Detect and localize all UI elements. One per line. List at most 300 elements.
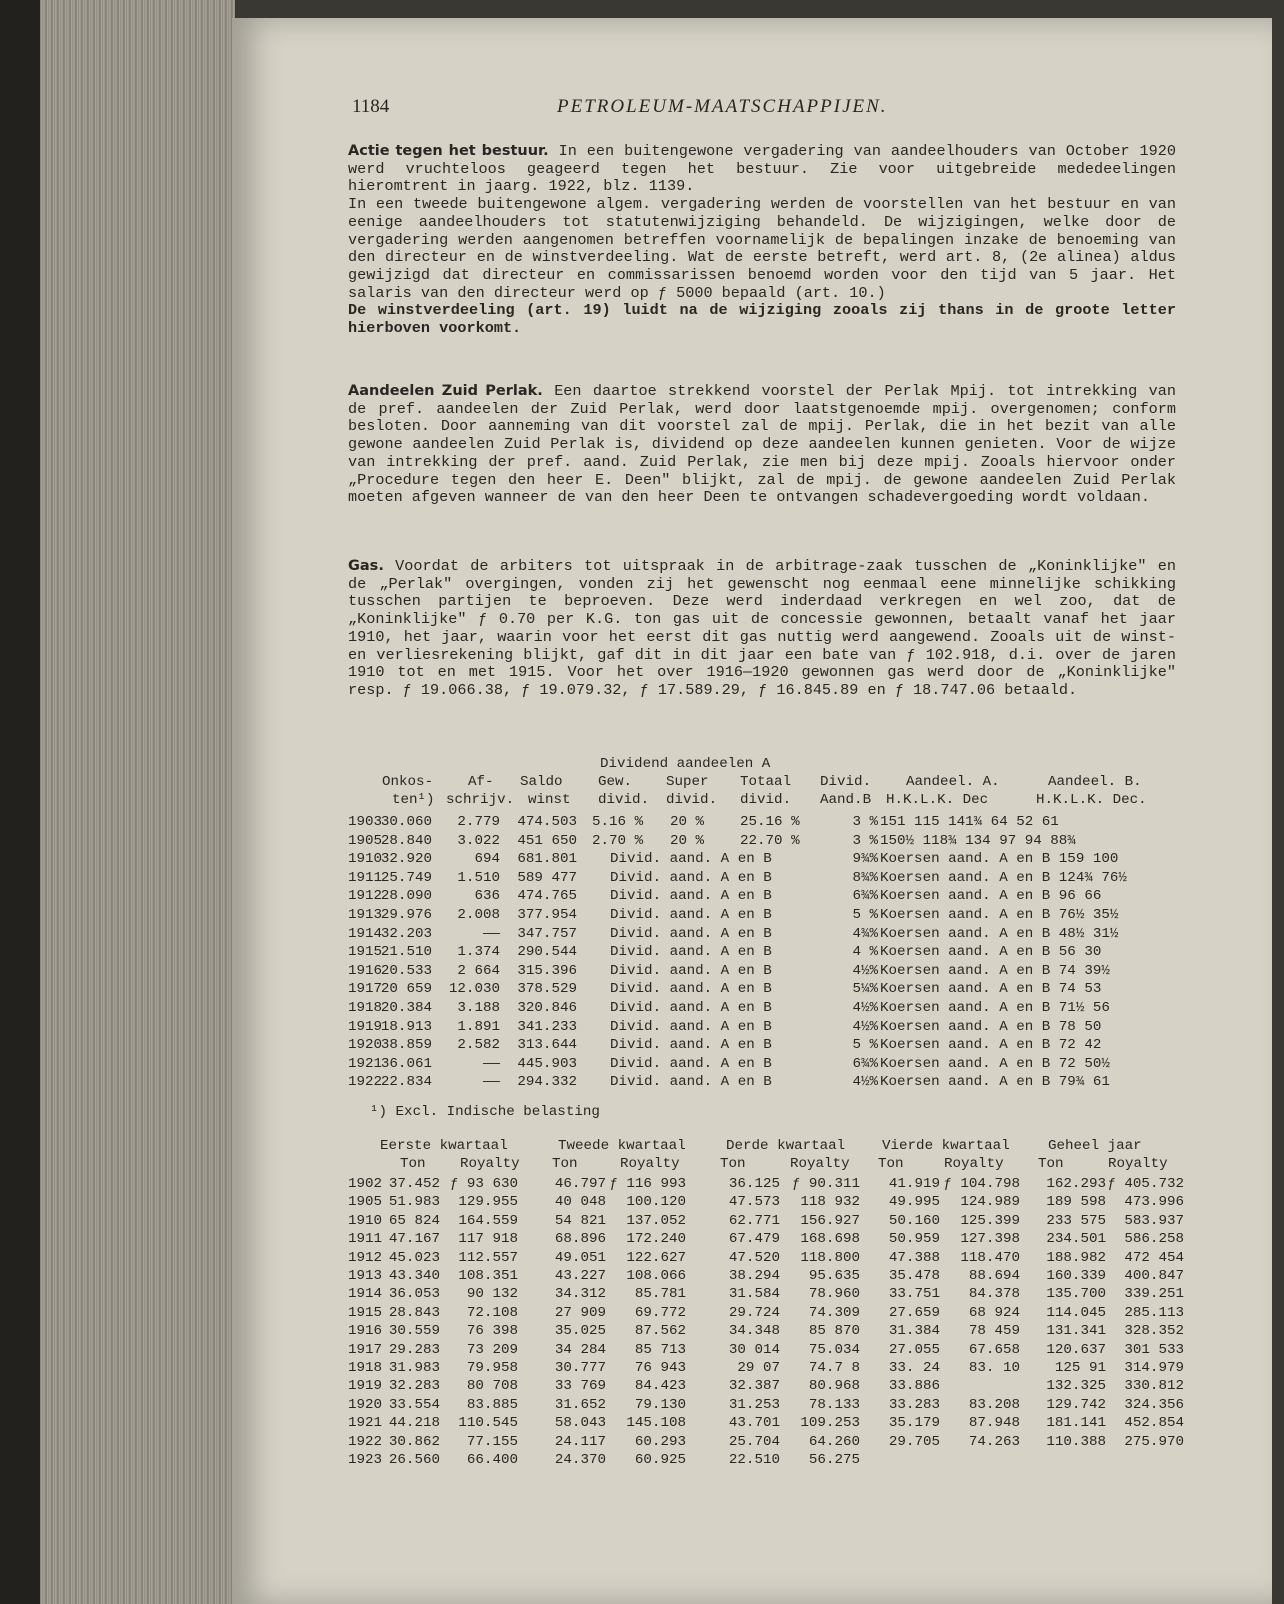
table-cell-royalty: 74.309: [808, 1304, 860, 1321]
table-cell-ton: 35.179: [888, 1415, 940, 1432]
table-cell-ton: 114.045: [1046, 1304, 1106, 1321]
table-cell-royalty: 339.251: [1124, 1286, 1184, 1303]
table-cell-dividend-note: Divid. aand. A en B: [610, 944, 772, 961]
table-cell-totaal-divid: 22.70 %: [740, 832, 800, 849]
table-cell-ton: 132.325: [1046, 1378, 1106, 1395]
table-cell-ton: 50.160: [888, 1212, 940, 1229]
book-page: [232, 18, 1272, 1604]
table-cell-ton: 43.701: [728, 1415, 780, 1432]
table-cell-onkosten: 22.834: [380, 1074, 432, 1091]
table-cell-royalty: 122.627: [626, 1249, 686, 1266]
table-cell-saldo: 589 477: [517, 869, 577, 886]
table-cell-ton: 49.051: [554, 1249, 606, 1266]
table-cell-ton: 35.025: [554, 1323, 606, 1340]
table-cell-royalty: 583.937: [1124, 1212, 1184, 1229]
col-header-afschrijv: Af-: [468, 774, 494, 790]
table-cell-royalty: 125.399: [960, 1212, 1020, 1229]
table-cell-ton: 31.584: [728, 1286, 780, 1303]
table-cell-royalty: 78.960: [808, 1286, 860, 1303]
sub-header-ton: Ton: [1038, 1156, 1064, 1172]
table-cell-divid-b: 4½%: [852, 1074, 878, 1091]
col-header-afschrijv: schrijv.: [446, 792, 515, 808]
table-cell-koersen: Koersen aand. A en B 159 100: [880, 851, 1119, 868]
table-cell-royalty: 275.970: [1124, 1433, 1184, 1450]
table-cell-ton: 26.560: [388, 1452, 440, 1468]
table-cell-onkosten: 32.920: [380, 851, 432, 868]
table-cell-ton: 131.341: [1046, 1323, 1106, 1340]
table-cell-divid-b: 4½%: [852, 1018, 878, 1035]
table-cell-ton: 30 014: [728, 1341, 780, 1358]
table-cell-afschrijv: 1.374: [457, 944, 500, 961]
table-cell-ton: 47.520: [728, 1249, 780, 1266]
table-cell-ton: 62.771: [728, 1212, 780, 1229]
table-cell-onkosten: 20.384: [380, 1000, 432, 1016]
table-cell-royalty: 74.7 8: [808, 1360, 860, 1376]
table-cell-royalty: 118.800: [800, 1249, 860, 1266]
table-cell-koersen: Koersen aand. A en B 48½ 31½: [880, 925, 1119, 942]
table-cell-afschrijv: ——: [482, 1074, 500, 1091]
table-cell-ton: 29 07: [737, 1360, 780, 1376]
table-cell-year: 1911: [348, 869, 383, 886]
table-cell-royalty: 84.378: [968, 1286, 1020, 1303]
table-cell-afschrijv: 2.582: [457, 1037, 500, 1054]
table-cell-onkosten: 32.203: [380, 925, 432, 942]
table-cell-onkosten: 28.840: [380, 832, 432, 849]
table-cell-ton: 35.478: [888, 1268, 940, 1284]
table-cell-dividend-note: Divid. aand. A en B: [610, 925, 772, 942]
table-cell-onkosten: 21.510: [380, 944, 432, 961]
table-cell-dividend-note: Divid. aand. A en B: [610, 1018, 772, 1035]
quarter-header: Geheel jaar: [1048, 1138, 1142, 1154]
table-cell-afschrijv: 1.891: [457, 1018, 500, 1035]
table-cell-royalty: 83.208: [968, 1396, 1020, 1413]
section-aandeelen-zuid-perlak: [348, 383, 1176, 507]
quarter-header: Eerste kwartaal: [380, 1138, 508, 1154]
table-cell-royalty: 108.351: [458, 1268, 518, 1284]
table-cell-ton: 29.705: [888, 1433, 940, 1450]
table-cell-divid-b: 9¾%: [852, 851, 878, 868]
running-title: PETROLEUM-MAATSCHAPPIJEN.: [557, 96, 888, 117]
table-cell-royalty: 76 943: [634, 1360, 686, 1376]
section-lead: Actie tegen het bestuur.: [348, 143, 549, 159]
table-cell-koersen: Koersen aand. A en B 74 53: [880, 981, 1102, 998]
table-cell-royalty: 87.562: [634, 1323, 686, 1340]
table-cell-dividend-note: Divid. aand. A en B: [610, 1037, 772, 1054]
table-cell-ton: 51.983: [388, 1194, 440, 1211]
col-header-totaal: Totaal: [740, 774, 792, 790]
table-cell-ton: 33.751: [888, 1286, 940, 1303]
paragraph: In een tweede buitengewone algem. vergadering werden de voorstellen van het bestuur en van eenige aandeelhouders tot statutenwijziging behandeld. De wijzigingen, welke door de vergadering werden aangenomen betreffen voornamelijk de bepalingen inzake de benoeming van den directeur en de winstverdeeling. Wat de eerste betreft, werd art. 8, (2e alinea) aldus gewijzigd dat directeur en commissarissen benoemd worden voor den tijd van 5 jaar. Het salaris van den directeur werd op ƒ 5000 bepaald (art. 10.): [348, 195, 1176, 302]
table-cell-ton: 27.659: [888, 1304, 940, 1321]
table-cell-year: 1921: [348, 1055, 383, 1072]
table-cell-ton: 30.559: [388, 1323, 440, 1340]
table-cell-royalty: 118.470: [960, 1249, 1020, 1266]
table-cell-ton: 36.053: [388, 1286, 440, 1303]
table-cell-afschrijv: 12.030: [448, 981, 500, 998]
paragraph: [348, 558, 1176, 700]
table-cell-divid-b: 3 %: [852, 832, 878, 849]
table-cell-ton: 33. 24: [888, 1360, 940, 1376]
table-cell-royalty: 75.034: [808, 1341, 860, 1358]
table-cell-dividend-note: Divid. aand. A en B: [610, 1074, 772, 1091]
table-cell-onkosten: 25.749: [380, 869, 432, 886]
table-cell-ton: 47.388: [888, 1249, 940, 1266]
sub-header-royalty: Royalty: [1108, 1156, 1168, 1172]
table-cell-dividend-note: Divid. aand. A en B: [610, 1000, 772, 1016]
table-footnote: ¹) Excl. Indische belasting: [370, 1104, 600, 1120]
table-cell-royalty: 64.260: [808, 1433, 860, 1450]
table-cell-ton: 28.843: [388, 1304, 440, 1321]
table-cell-royalty: 156.927: [800, 1212, 860, 1229]
table-cell-afschrijv: 2.008: [457, 907, 500, 923]
table-cell-royalty: 473.996: [1124, 1194, 1184, 1211]
table-cell-year: 1919: [348, 1018, 383, 1035]
table-cell-royalty: 90 132: [466, 1286, 518, 1303]
table-cell-ton: 120.637: [1046, 1341, 1106, 1358]
table-cell-ton: 65 824: [388, 1212, 440, 1229]
table-cell-royalty: 56.275: [808, 1452, 860, 1468]
table-cell-royalty: 77.155: [466, 1433, 518, 1450]
table-cell-royalty: 137.052: [626, 1212, 686, 1229]
table-cell-year: 1911: [348, 1231, 383, 1248]
table-cell-divid-b: 8¾%: [852, 869, 878, 886]
section-actie-tegen-bestuur: [348, 143, 1176, 338]
table-cell-saldo: 313.644: [517, 1037, 577, 1054]
table-cell-koersen: Koersen aand. A en B 79¾ 61: [880, 1074, 1110, 1091]
table-cell-royalty: 452.854: [1124, 1415, 1184, 1432]
table-cell-royalty: 110.545: [458, 1415, 518, 1432]
table-cell-royalty: 301 533: [1124, 1341, 1184, 1358]
table-cell-ton: 33.554: [388, 1396, 440, 1413]
table-cell-royalty: 78.133: [808, 1396, 860, 1413]
table-cell-ton: 22.510: [728, 1452, 780, 1468]
table-cell-royalty: 72.108: [466, 1304, 518, 1321]
sub-header-ton: Ton: [400, 1156, 426, 1172]
table-cell-royalty: 88.694: [968, 1268, 1020, 1284]
table-cell-afschrijv: 2 664: [457, 962, 500, 979]
table-cell-ton: 50.959: [888, 1231, 940, 1248]
dividend-table: [348, 756, 1178, 1126]
table-cell-year: 1912: [348, 888, 383, 905]
table-cell-ton: 24.117: [554, 1433, 606, 1450]
table-cell-royalty: 124.989: [960, 1194, 1020, 1211]
table-cell-royalty: 83. 10: [968, 1360, 1020, 1376]
table-cell-ton: 31.983: [388, 1360, 440, 1376]
col-header-gew: divid.: [598, 792, 650, 808]
table-cell-royalty: ƒ 104.798: [943, 1176, 1020, 1192]
table-cell-afschrijv: ——: [482, 925, 500, 942]
table-cell-royalty: 324.356: [1124, 1396, 1184, 1413]
table-cell-year: 1910: [348, 851, 383, 868]
table-cell-royalty: 129.955: [458, 1194, 518, 1211]
col-header-aandeel-a: H.K.L.K. Dec: [886, 792, 989, 808]
table-cell-koersen: Koersen aand. A en B 76½ 35½: [880, 907, 1119, 923]
table-cell-royalty: 73 209: [466, 1341, 518, 1358]
table-cell-royalty: 79.130: [634, 1396, 686, 1413]
col-header-onkosten: ten¹): [392, 792, 435, 808]
table-cell-royalty: 68 924: [968, 1304, 1020, 1321]
table-cell-koersen: 151 115 141¾ 64 52 61: [880, 814, 1059, 830]
table-cell-ton: 32.283: [388, 1378, 440, 1395]
table-cell-royalty: 172.240: [626, 1231, 686, 1248]
table-cell-afschrijv: 2.779: [457, 814, 500, 830]
table-cell-royalty: 127.398: [960, 1231, 1020, 1248]
gas-royalty-table: [348, 1138, 1184, 1483]
table-cell-year: 1918: [348, 1000, 383, 1016]
table-cell-saldo: 294.332: [517, 1074, 577, 1091]
table-cell-year: 1918: [348, 1360, 383, 1376]
table-cell-koersen: Koersen aand. A en B 56 30: [880, 944, 1102, 961]
table-cell-ton: 36.125: [728, 1176, 780, 1192]
section-gas: [348, 558, 1176, 700]
table-cell-ton: 44.218: [388, 1415, 440, 1432]
sub-header-ton: Ton: [878, 1156, 904, 1172]
quarter-header: Vierde kwartaal: [882, 1138, 1010, 1154]
table-cell-saldo: 451 650: [517, 832, 577, 849]
table-cell-dividend-note: Divid. aand. A en B: [610, 851, 772, 868]
table-cell-saldo: 474.765: [517, 888, 577, 905]
table-cell-royalty: 85 713: [634, 1341, 686, 1358]
table-cell-ton: 189 598: [1046, 1194, 1106, 1211]
table-cell-year: 1914: [348, 1286, 383, 1303]
section-text: Een daartoe strekkend voorstel der Perlak Mpij. tot intrekking van de pref. aandeelen der Zuid Perlak, werd door laatstgenoemde mpij. overgenomen; conform besloten. Door aanneming van dit voorstel zal de mpij. Perlak, die in het bezit van alle gewone aandeelen Zuid Perlak is, dividend op deze aandeelen kunnen genieten. Voor de wijze van intrekking der pref. aand. Zuid Perlak, zie men bij deze mpij. Zooals hiervoor onder „Procedure tegen den heer E. Deen" blijkt, zal de mpij. de gewone aandeelen Zuid Perlak moeten afgeven wanneer de van den heer Deen te ontvangen schadevergoeding wordt voldaan.: [348, 382, 1176, 507]
table-cell-ton: 31.384: [888, 1323, 940, 1340]
col-header-aandeel-a: Aandeel. A.: [906, 774, 1000, 790]
table-cell-royalty: 87.948: [968, 1415, 1020, 1432]
section-text: Voordat de arbiters tot uitspraak in de arbitrage-zaak tusschen de „Koninklijke" en de „Perlak" overgingen, vonden zij het gewenscht nog eenmaal eene minnelijke schikking tusschen partijen te beproeven. Deze werd inderdaad verkregen en wel zoo, dat de „Koninklijke" ƒ 0.70 per K.G. ton gas uit de concessie gewonnen, betaalt vanaf het jaar 1910, het jaar, waarin voor het eerst dit gas nuttig werd aangewend. Zooals uit de winst- en verliesrekening blijkt, gaf dit in dit jaar een bate van ƒ 102.918, d.i. over de jaren 1910 tot en met 1915. Voor het over 1916—1920 gewonnen gas werd door de „Koninklijke" resp. ƒ 19.066.38, ƒ 19.079.32, ƒ 17.589.29, ƒ 16.845.89 en ƒ 18.747.06 betaald.: [348, 557, 1176, 699]
table-cell-ton: 32.387: [728, 1378, 780, 1395]
table-cell-year: 1917: [348, 1341, 383, 1358]
table-cell-royalty: ƒ 405.732: [1107, 1176, 1184, 1192]
table-cell-royalty: 80 708: [466, 1378, 518, 1395]
book-binding-shadow: [0, 0, 40, 1604]
table-cell-year: 1922: [348, 1433, 383, 1450]
col-header-saldo: Saldo: [520, 774, 563, 790]
col-header-super: divid.: [666, 792, 718, 808]
table-cell-ton: 47.167: [388, 1231, 440, 1248]
table-cell-royalty: 314.979: [1124, 1360, 1184, 1376]
table-cell-year: 1920: [348, 1396, 383, 1413]
table-cell-royalty: 118 932: [800, 1194, 860, 1211]
table-cell-year: 1913: [348, 1268, 383, 1284]
table-cell-ton: 27.055: [888, 1341, 940, 1358]
table-cell-royalty: ƒ 116 993: [609, 1176, 686, 1192]
table-cell-onkosten: 20.533: [380, 962, 432, 979]
table-cell-year: 1912: [348, 1249, 383, 1266]
table-cell-divid-b: 5 %: [852, 1037, 878, 1054]
table-cell-afschrijv: 1.510: [457, 869, 500, 886]
table-cell-koersen: Koersen aand. A en B 78 50: [880, 1018, 1102, 1035]
section-lead: Aandeelen Zuid Perlak.: [348, 383, 543, 399]
table-cell-onkosten: 38.859: [380, 1037, 432, 1054]
table-cell-gew-divid: 5.16 %: [592, 814, 644, 830]
table-cell-year: 1905: [348, 1194, 383, 1211]
table-cell-year: 1915: [348, 944, 383, 961]
table-cell-royalty: 145.108: [626, 1415, 686, 1432]
table-cell-royalty: 84.423: [634, 1378, 686, 1395]
table-cell-dividend-note: Divid. aand. A en B: [610, 888, 772, 905]
table-cell-year: 1917: [348, 981, 383, 998]
table-cell-year: 1914: [348, 925, 383, 942]
table-cell-totaal-divid: 25.16 %: [740, 814, 800, 830]
table-cell-ton: 34.312: [554, 1286, 606, 1303]
table-cell-royalty: 100.120: [626, 1194, 686, 1211]
table-cell-saldo: 347.757: [517, 925, 577, 942]
table-cell-onkosten: 18.913: [380, 1018, 432, 1035]
table-cell-ton: 33.886: [888, 1378, 940, 1395]
table-cell-ton: 31.652: [554, 1396, 606, 1413]
table-cell-royalty: 78 459: [968, 1323, 1020, 1340]
table-cell-divid-b: 4 %: [852, 944, 878, 961]
table-cell-royalty: 85 870: [808, 1323, 860, 1340]
table-cell-year: 1916: [348, 1323, 383, 1340]
table-cell-ton: 29.724: [728, 1304, 780, 1321]
col-header-aandeel-b: H.K.L.K. Dec.: [1036, 792, 1147, 808]
table-cell-ton: 41.919: [888, 1176, 940, 1192]
table-cell-royalty: 80.968: [808, 1378, 860, 1395]
table-cell-divid-b: 5¼%: [852, 981, 878, 998]
sub-header-royalty: Royalty: [460, 1156, 520, 1172]
table-cell-dividend-note: Divid. aand. A en B: [610, 1055, 772, 1072]
table-cell-afschrijv: 3.188: [457, 1000, 500, 1016]
table-cell-ton: 181.141: [1046, 1415, 1106, 1432]
table-cell-onkosten: 20 659: [380, 981, 432, 998]
table-cell-royalty: 109.253: [800, 1415, 860, 1432]
table-cell-ton: 110.388: [1046, 1433, 1106, 1450]
table-cell-ton: 46.797: [554, 1176, 606, 1192]
table-cell-royalty: 79.958: [466, 1360, 518, 1376]
table-cell-onkosten: 36.061: [380, 1055, 432, 1072]
table-cell-royalty: 168.698: [800, 1231, 860, 1248]
table-cell-ton: 25.704: [728, 1433, 780, 1450]
table-cell-ton: 43.227: [554, 1268, 606, 1284]
col-header-super: Super: [666, 774, 709, 790]
table-cell-dividend-note: Divid. aand. A en B: [610, 981, 772, 998]
table-cell-divid-b: 4½%: [852, 962, 878, 979]
table-cell-ton: 34 284: [554, 1341, 606, 1358]
table-cell-dividend-note: Divid. aand. A en B: [610, 869, 772, 886]
table-cell-year: 1913: [348, 907, 383, 923]
table-cell-ton: 30.777: [554, 1360, 606, 1376]
table-cell-year: 1916: [348, 962, 383, 979]
table-cell-ton: 233 575: [1046, 1212, 1106, 1229]
table-cell-saldo: 377.954: [517, 907, 577, 923]
table-cell-royalty: 60.925: [634, 1452, 686, 1468]
col-header-totaal: divid.: [740, 792, 792, 808]
table-cell-year: 1905: [348, 832, 383, 849]
table-cell-koersen: 150½ 118¾ 134 97 94 88¾: [880, 832, 1076, 849]
paragraph: [348, 383, 1176, 507]
table-cell-ton: 31.253: [728, 1396, 780, 1413]
table-cell-year: 1921: [348, 1415, 383, 1432]
table-cell-ton: 27 909: [554, 1304, 606, 1321]
table-cell-koersen: Koersen aand. A en B 74 39½: [880, 962, 1110, 979]
table-cell-year: 1902: [348, 1176, 383, 1192]
table-cell-koersen: Koersen aand. A en B 71½ 56: [880, 1000, 1110, 1016]
table-cell-ton: 47.573: [728, 1194, 780, 1211]
table-cell-ton: 24.370: [554, 1452, 606, 1468]
table-cell-saldo: 681.801: [517, 851, 577, 868]
sub-header-royalty: Royalty: [790, 1156, 850, 1172]
section-text: In een buitengewone vergadering van aandeelhouders van October 1920 werd vruchteloos geageerd tegen het bestuur. Zie voor uitgebreide mededeelingen hieromtrent in jaarg. 1922, blz. 1139.: [348, 142, 1176, 196]
table-cell-divid-b: 5 %: [852, 907, 878, 923]
table-cell-afschrijv: 636: [474, 888, 500, 905]
group-header: Dividend aandeelen A: [600, 756, 771, 772]
table-cell-afschrijv: 694: [474, 851, 500, 868]
table-cell-royalty: 69.772: [634, 1304, 686, 1321]
table-cell-ton: 135.700: [1046, 1286, 1106, 1303]
table-cell-saldo: 445.903: [517, 1055, 577, 1072]
table-cell-ton: 34.348: [728, 1323, 780, 1340]
table-cell-saldo: 290.544: [517, 944, 577, 961]
table-cell-koersen: Koersen aand. A en B 96 66: [880, 888, 1102, 905]
table-cell-royalty: 400.847: [1124, 1268, 1184, 1284]
table-cell-ton: 40 048: [554, 1194, 606, 1211]
table-cell-royalty: 74.263: [968, 1433, 1020, 1450]
table-cell-ton: 29.283: [388, 1341, 440, 1358]
table-cell-divid-b: 3 %: [852, 814, 878, 830]
table-cell-onkosten: 30.060: [380, 814, 432, 830]
table-cell-ton: 54 821: [554, 1212, 606, 1229]
table-cell-year: 1920: [348, 1037, 383, 1054]
table-cell-royalty: 66.400: [466, 1452, 518, 1468]
table-cell-royalty: 83.885: [466, 1396, 518, 1413]
table-cell-year: 1922: [348, 1074, 383, 1091]
table-cell-ton: 43.340: [388, 1268, 440, 1284]
table-cell-onkosten: 29.976: [380, 907, 432, 923]
table-cell-royalty: 95.635: [808, 1268, 860, 1284]
sub-header-royalty: Royalty: [620, 1156, 680, 1172]
table-cell-saldo: 315.396: [517, 962, 577, 979]
table-cell-saldo: 378.529: [517, 981, 577, 998]
quarter-header: Derde kwartaal: [726, 1138, 846, 1154]
table-cell-koersen: Koersen aand. A en B 124¾ 76½: [880, 869, 1127, 886]
table-cell-dividend-note: Divid. aand. A en B: [610, 907, 772, 923]
table-cell-year: 1903: [348, 814, 383, 830]
table-cell-year: 1919: [348, 1378, 383, 1395]
paragraph: [348, 143, 1176, 196]
table-cell-divid-b: 6¾%: [852, 1055, 878, 1072]
table-cell-ton: 125 91: [1054, 1360, 1106, 1376]
table-cell-royalty: 164.559: [458, 1212, 518, 1229]
table-cell-royalty: ƒ 93 630: [449, 1176, 518, 1192]
table-cell-super-divid: 20 %: [670, 814, 705, 830]
table-cell-ton: 67.479: [728, 1231, 780, 1248]
table-cell-divid-b: 4½%: [852, 1000, 878, 1016]
table-cell-divid-b: 4¾%: [852, 925, 878, 942]
table-cell-afschrijv: 3.022: [457, 832, 500, 849]
table-cell-ton: 162.293: [1046, 1176, 1106, 1192]
table-cell-koersen: Koersen aand. A en B 72 50½: [880, 1055, 1110, 1072]
section-lead: Gas.: [348, 558, 384, 574]
table-cell-royalty: ƒ 90.311: [791, 1176, 860, 1192]
col-header-divid-b: Divid.: [820, 774, 872, 790]
col-header-aandeel-b: Aandeel. B.: [1048, 774, 1142, 790]
table-cell-royalty: 117 918: [458, 1231, 518, 1248]
table-cell-ton: 45.023: [388, 1249, 440, 1266]
table-cell-divid-b: 6¾%: [852, 888, 878, 905]
table-cell-super-divid: 20 %: [670, 832, 705, 849]
table-cell-afschrijv: ——: [482, 1055, 500, 1072]
table-cell-ton: 33 769: [554, 1378, 606, 1395]
table-cell-ton: 129.742: [1046, 1396, 1106, 1413]
table-cell-year: 1910: [348, 1212, 383, 1229]
table-cell-year: 1915: [348, 1304, 383, 1321]
sub-header-ton: Ton: [720, 1156, 746, 1172]
table-cell-royalty: 586.258: [1124, 1231, 1184, 1248]
table-cell-ton: 58.043: [554, 1415, 606, 1432]
table-cell-royalty: 472 454: [1124, 1249, 1184, 1266]
